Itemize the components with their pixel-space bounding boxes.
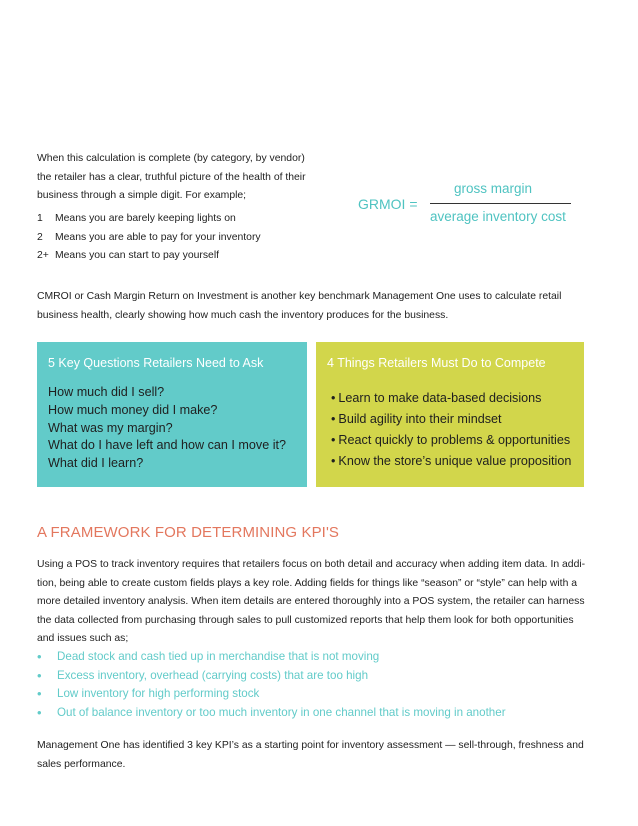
bullet-icon: • [331, 454, 336, 468]
key-questions-list [48, 384, 286, 473]
bullet-icon: • [37, 686, 42, 702]
cmroi-line: CMROI or Cash Margin Return on Investment is another key benchmark Management One uses to calculate retail [37, 291, 562, 302]
closing-line: Management One has identified 3 key KPI’s as a starting point for inventory assessment — sell-through, freshness and [37, 740, 584, 751]
intro-line: business through a simple digit. For example; [37, 190, 247, 201]
rating-list [37, 210, 337, 266]
compete-box [316, 342, 584, 487]
key-questions-heading: 5 Key Questions Retailers Need to Ask [48, 356, 264, 370]
rating-text: Means you are barely keeping lights on [55, 213, 236, 224]
section-title: A FRAMEWORK FOR DETERMINING KPI'S [37, 524, 340, 541]
bullet-icon: • [331, 391, 336, 405]
intro-line: When this calculation is complete (by category, by vendor) [37, 153, 305, 164]
closing-line: sales performance. [37, 758, 126, 770]
question-item: What was my margin? [48, 420, 173, 435]
issue-item [37, 667, 597, 686]
issue-item [37, 685, 597, 704]
framework-line: tion, being able to create custom fields plays a key role. Adding fields for things like “season” or “style” can help with a [37, 577, 578, 589]
bullet-icon: • [37, 667, 42, 683]
framework-line: the data collected from purchasing through sales to pull customized reports that help them look for both opportunities [37, 614, 574, 626]
question-item: What did I learn? [48, 456, 144, 471]
issues-list [37, 648, 597, 722]
compete-item [331, 388, 571, 409]
intro-line: the retailer has a clear, truthful picture of the health of their [37, 171, 306, 183]
rating-item [37, 229, 337, 248]
bullet-icon: • [37, 704, 42, 720]
issue-text: Excess inventory, overhead (carrying costs) that are too high [57, 668, 369, 682]
rating-item [37, 247, 337, 266]
grmoi-formula [358, 180, 578, 230]
rating-item [37, 210, 337, 229]
closing-paragraph [37, 737, 597, 774]
bullet-icon: • [331, 433, 336, 447]
issue-item [37, 648, 597, 667]
compete-item [331, 430, 571, 451]
rating-number: 1 [37, 213, 43, 224]
intro-paragraph [37, 150, 327, 206]
bullet-icon: • [331, 412, 336, 426]
key-questions-box [37, 342, 307, 487]
framework-line: Using a POS to track inventory requires that retailers focus on both detail and accuracy when adding item data. In addi- [37, 559, 586, 570]
compete-item [331, 451, 571, 472]
framework-paragraph [37, 556, 597, 649]
rating-text: Means you are able to pay for your inventory [55, 231, 261, 243]
fraction-bar [430, 203, 571, 204]
question-item: How much money did I make? [48, 402, 218, 417]
compete-list [331, 388, 571, 472]
compete-item [331, 409, 571, 430]
question-item: How much did I sell? [48, 385, 165, 399]
framework-line: and issues such as; [37, 633, 129, 644]
rating-number: 2 [37, 231, 43, 243]
compete-heading: 4 Things Retailers Must Do to Compete [327, 356, 546, 370]
cmroi-paragraph [37, 288, 602, 325]
issue-text: Out of balance inventory or too much inventory in one channel that is moving in another [57, 705, 506, 719]
rating-number: 2+ [37, 250, 49, 261]
compete-item-text: Build agility into their mindset [338, 412, 502, 426]
formula-denominator: average inventory cost [430, 209, 566, 224]
question-item: What do I have left and how can I move it? [48, 438, 287, 453]
cmroi-line: business health, clearly showing how much cash the inventory produces for the business. [37, 309, 449, 321]
issue-item [37, 704, 597, 723]
compete-item-text: Learn to make data-based decisions [338, 391, 542, 405]
compete-item-text: Know the store’s unique value proposition [338, 454, 572, 468]
formula-lhs: GRMOI = [358, 196, 418, 212]
issue-text: Low inventory for high performing stock [57, 687, 260, 701]
compete-item-text: React quickly to problems & opportunities [338, 433, 571, 447]
framework-line: more detailed inventory analysis. When item details are entered thoroughly into a POS system, the retailer can harness [37, 596, 585, 607]
formula-numerator: gross margin [454, 181, 533, 196]
bullet-icon: • [37, 649, 42, 664]
rating-text: Means you can start to pay yourself [55, 250, 220, 261]
issue-text: Dead stock and cash tied up in merchandise that is not moving [57, 650, 380, 663]
